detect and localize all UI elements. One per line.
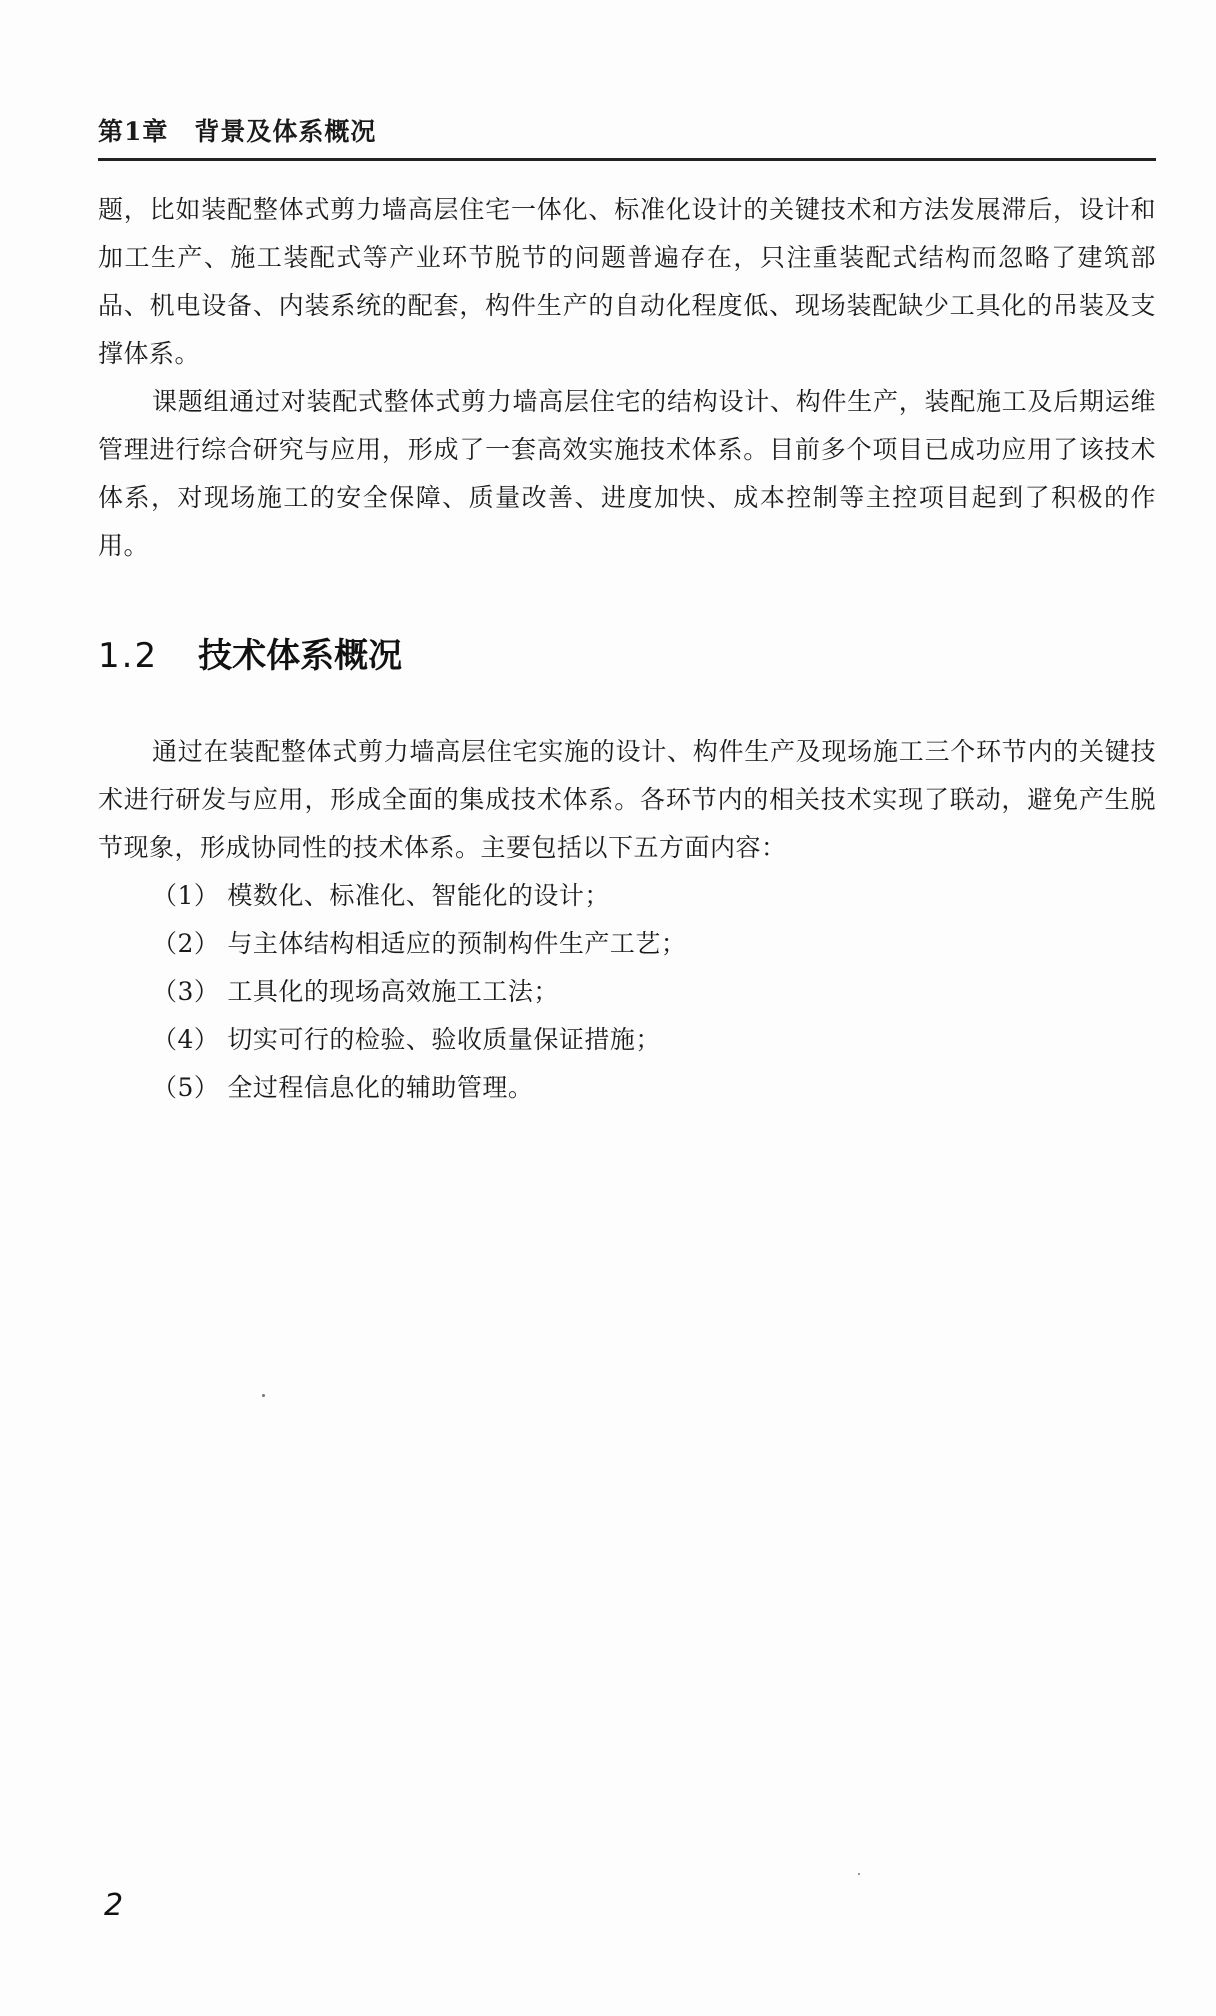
header-rule bbox=[98, 158, 1156, 161]
page-number: 2 bbox=[104, 1888, 124, 1923]
list-item-marker: （3） bbox=[152, 977, 220, 1006]
section-title: 技术体系概况 bbox=[198, 636, 403, 676]
scan-speck bbox=[262, 1394, 265, 1397]
list-item bbox=[152, 1016, 686, 1064]
list-item bbox=[152, 968, 686, 1016]
list-item bbox=[152, 872, 686, 920]
list-item-marker: （5） bbox=[152, 1073, 220, 1102]
list-item-text: 模数化、标准化、智能化的设计； bbox=[227, 881, 610, 910]
section-number: 1.2 bbox=[98, 636, 159, 676]
list-item-marker: （1） bbox=[152, 881, 220, 910]
list-item bbox=[152, 1064, 686, 1112]
paragraph-research-group: 课题组通过对装配式整体式剪力墙高层住宅的结构设计、构件生产，装配施工及后期运维管理进行综合研究与应用，形成了一套高效实施技术体系。目前多个项目已成功应用了该技术体系，对现场施工的安全保障、质量改善、进度加快、成本控制等主控项目起到了积极的作用。 bbox=[98, 387, 1156, 560]
list-item-text: 切实可行的检验、验收质量保证措施； bbox=[227, 1025, 661, 1054]
list-item-text: 工具化的现场高效施工工法； bbox=[227, 977, 559, 1006]
list-item-marker: （4） bbox=[152, 1025, 220, 1054]
section-heading bbox=[98, 628, 402, 677]
content-list bbox=[152, 872, 686, 1112]
list-item-text: 全过程信息化的辅助管理。 bbox=[227, 1073, 534, 1102]
list-item bbox=[152, 920, 686, 968]
list-item-marker: （2） bbox=[152, 929, 220, 958]
list-item-text: 与主体结构相适应的预制构件生产工艺； bbox=[227, 929, 687, 958]
scan-speck bbox=[858, 1873, 860, 1875]
running-header: 第1章 背景及体系概况 bbox=[98, 117, 377, 146]
paragraph-continued: 题，比如装配整体式剪力墙高层住宅一体化、标准化设计的关键技术和方法发展滞后，设计和加工生产、施工装配式等产业环节脱节的问题普遍存在，只注重装配式结构而忽略了建筑部品、机电设备、内装系统的配套，构件生产的自动化程度低、现场装配缺少工具化的吊装及支撑体系。 bbox=[98, 195, 1156, 368]
section-intro-paragraph: 通过在装配整体式剪力墙高层住宅实施的设计、构件生产及现场施工三个环节内的关键技术进行研发与应用，形成全面的集成技术体系。各环节内的相关技术实现了联动，避免产生脱节现象，形成协同性的技术体系。主要包括以下五方面内容： bbox=[98, 737, 1156, 862]
